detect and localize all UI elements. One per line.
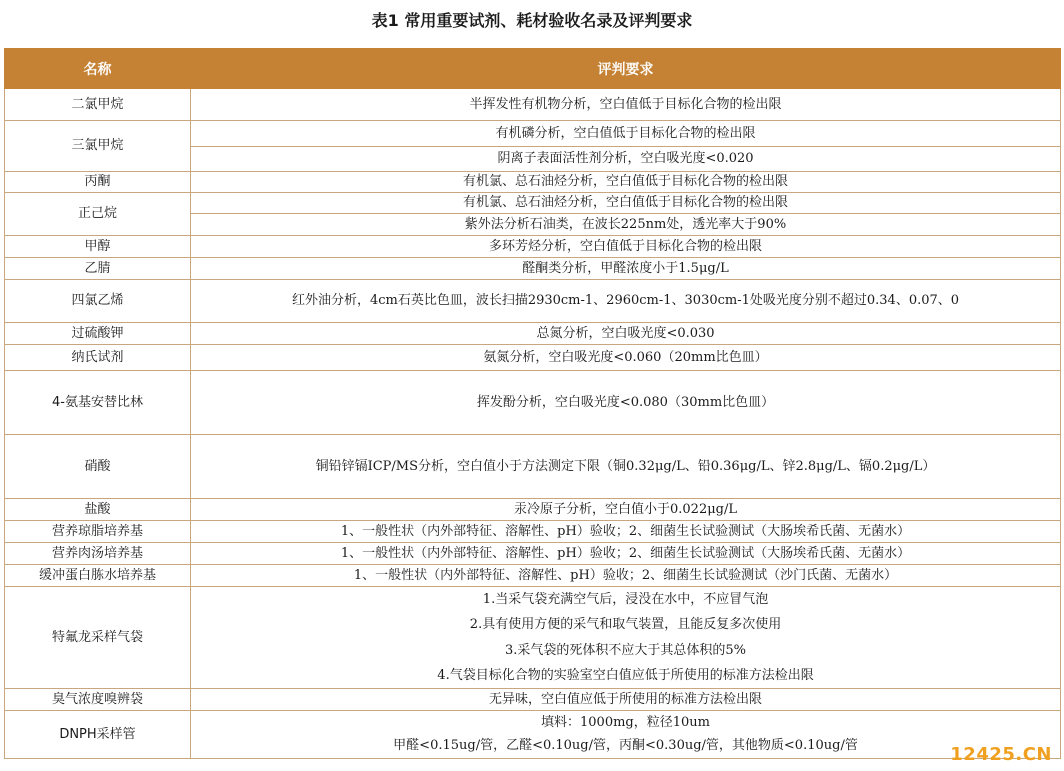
requirement-cell: 紫外法分析石油类，在波长225nm处，透光率大于90%	[191, 214, 1061, 236]
table-row	[5, 193, 1061, 214]
column-header-requirement: 评判要求	[191, 49, 1061, 89]
table-row	[5, 280, 1061, 323]
reagent-name-cell: 营养肉汤培养基	[5, 543, 191, 565]
requirement-cell: 有机氯、总石油烃分析，空白值低于目标化合物的检出限	[191, 172, 1061, 193]
column-header-name: 名称	[5, 49, 191, 89]
table-row	[5, 499, 1061, 521]
table-row	[5, 711, 1061, 735]
requirement-cell: 甲醛<0.15ug/管，乙醛<0.10ug/管，丙酮<0.30ug/管，其他物质<0.10ug/管	[191, 735, 1061, 759]
requirement-cell: 半挥发性有机物分析，空白值低于目标化合物的检出限	[191, 89, 1061, 121]
header-row	[5, 49, 1061, 89]
reagent-name-cell: 纳氏试剂	[5, 345, 191, 371]
reagent-name-cell: 缓冲蛋白胨水培养基	[5, 565, 191, 587]
requirement-cell: 挥发酚分析，空白吸光度<0.080（30mm比色皿）	[191, 371, 1061, 435]
requirement-cell: 有机氯、总石油烃分析，空白值低于目标化合物的检出限	[191, 193, 1061, 214]
reagent-name-cell: 臭气浓度嗅辨袋	[5, 689, 191, 711]
table-title: 表1 常用重要试剂、耗材验收名录及评判要求	[371, 11, 693, 30]
reagent-name-cell: 丙酮	[5, 172, 191, 193]
table-row	[5, 543, 1061, 565]
reagent-name-cell: 甲醇	[5, 236, 191, 258]
requirement-cell: 4.气袋目标化合物的实验室空白值应低于所使用的标准方法检出限	[191, 664, 1061, 689]
table-row	[5, 371, 1061, 435]
table-row	[5, 521, 1061, 543]
reagent-name-cell: 正己烷	[5, 193, 191, 236]
requirement-cell: 1、一般性状（内外部特征、溶解性、pH）验收；2、细菌生长试验测试（大肠埃希氏菌、无菌水）	[191, 543, 1061, 565]
reagent-name-cell: 乙腈	[5, 258, 191, 280]
requirement-cell: 阴离子表面活性剂分析，空白吸光度<0.020	[191, 147, 1061, 172]
table-row	[5, 345, 1061, 371]
reagent-name-cell: 特氟龙采样气袋	[5, 587, 191, 689]
table-row	[5, 258, 1061, 280]
requirement-cell: 1、一般性状（内外部特征、溶解性、pH）验收；2、细菌生长试验测试（大肠埃希氏菌、无菌水）	[191, 521, 1061, 543]
reagent-name-cell: 过硫酸钾	[5, 323, 191, 345]
table-row	[5, 236, 1061, 258]
table-row	[5, 435, 1061, 499]
table-row	[5, 689, 1061, 711]
requirement-cell: 1、一般性状（内外部特征、溶解性、pH）验收；2、细菌生长试验测试（沙门氏菌、无菌水）	[191, 565, 1061, 587]
table-row	[5, 121, 1061, 147]
reagent-name-cell: 4-氨基安替比林	[5, 371, 191, 435]
reagent-name-cell: 三氯甲烷	[5, 121, 191, 172]
site-watermark: 12425.CN	[950, 744, 1052, 765]
reagent-name-cell: 四氯乙烯	[5, 280, 191, 323]
reagent-name-cell: 盐酸	[5, 499, 191, 521]
reagent-name-cell: 硝酸	[5, 435, 191, 499]
requirement-cell: 无异味，空白值应低于所使用的标准方法检出限	[191, 689, 1061, 711]
requirement-cell: 汞冷原子分析，空白值小于0.022μg/L	[191, 499, 1061, 521]
requirement-cell: 2.具有使用方便的采气和取气装置，且能反复多次使用	[191, 613, 1061, 638]
requirement-cell: 3.采气袋的死体积不应大于其总体积的5%	[191, 638, 1061, 664]
requirement-cell: 红外油分析，4cm石英比色皿，波长扫描2930cm-1、2960cm-1、3030cm-1处吸光度分别不超过0.34、0.07、0	[191, 280, 1061, 323]
table-row	[5, 565, 1061, 587]
table-row	[5, 89, 1061, 121]
table-row	[5, 172, 1061, 193]
requirement-cell: 1.当采气袋充满空气后，浸没在水中，不应冒气泡	[191, 587, 1061, 613]
requirement-cell: 总氮分析，空白吸光度<0.030	[191, 323, 1061, 345]
requirements-table	[4, 48, 1061, 759]
table-row	[5, 587, 1061, 613]
reagent-name-cell: 二氯甲烷	[5, 89, 191, 121]
table-row	[5, 323, 1061, 345]
reagent-name-cell: 营养琼脂培养基	[5, 521, 191, 543]
requirement-cell: 填料：1000mg，粒径10um	[191, 711, 1061, 735]
requirement-cell: 有机磷分析，空白值低于目标化合物的检出限	[191, 121, 1061, 147]
requirement-cell: 铜铅锌镉ICP/MS分析，空白值小于方法测定下限（铜0.32μg/L、铅0.36μg/L、锌2.8μg/L、镉0.2μg/L）	[191, 435, 1061, 499]
requirement-cell: 氨氮分析，空白吸光度<0.060（20mm比色皿）	[191, 345, 1061, 371]
requirement-cell: 多环芳烃分析，空白值低于目标化合物的检出限	[191, 236, 1061, 258]
requirement-cell: 醛酮类分析，甲醛浓度小于1.5μg/L	[191, 258, 1061, 280]
reagent-name-cell: DNPH采样管	[5, 711, 191, 759]
